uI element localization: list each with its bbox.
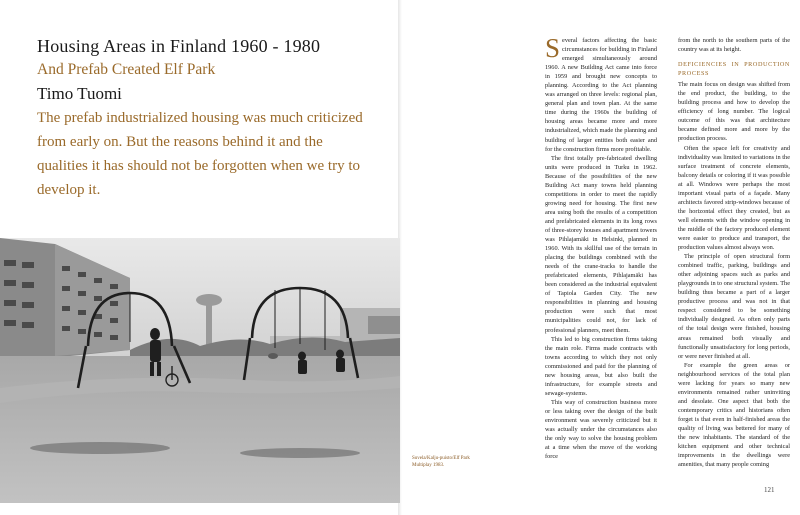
playground-photo <box>0 238 400 503</box>
article-author: Timo Tuomi <box>37 84 122 103</box>
page-number: 121 <box>764 486 775 494</box>
lead-paragraph: The prefab industrialized housing was much criticized from early on. But the reasons behind it and the qualities it has should not be forgotten when we try to develop it. <box>37 110 363 198</box>
body-column-1 <box>545 33 657 461</box>
body-paragraph: This way of construction business more or less taking over the design of the built environment was severely criticized but it was actually under the circumstances also the only way to solve the housing problem at a time when the move of the working force <box>545 398 657 461</box>
section-heading: DEFICIENCIES IN PRODUCTION PROCESS <box>678 61 790 78</box>
body-paragraph: For example the green areas or neighbourhood services of the total plan were lacking for years so many new environments remained rather uninviting and desolate. One aspect that both the contemporary critics and historians often forget is that even in half-finished areas the quality of living was bettered for many of the new inhabitants. The standard of the kitchen equipment and other technical improvements in the dwellings were amenities, that many people coming <box>678 361 790 469</box>
body-column-2 <box>678 36 790 469</box>
body-paragraph: Several factors affecting the basic circumstances for building in Finland emerged simultaneously around 1960. A new Building Act came into force in 1959 and brought new concepts to planning. According to the Act planning was arranged on three levels: regional plan, general plan and town plan. At the same time during the 1960s the building of housing areas became more and more industrialized, which made the planning and building of larger entities both easier and for the construction firms more profitable. <box>545 33 657 153</box>
body-paragraph: Often the space left for creativity and individuality was limited to variations in the surface treatment of concrete elements, balcony details or coloring if it was possible at all. Windows were perhaps the most important visual parts of a façade. Many architects favored strip-windows because of the horizontal effect they created, but as well elements with the window opening in the middle of the factory produced element were easier to produce and transport, the production values almost always won. <box>678 144 790 252</box>
article-subtitle: And Prefab Created Elf Park <box>37 61 216 78</box>
article-title: Housing Areas in Finland 1960 - 1980 <box>37 36 321 56</box>
body-paragraph: This led to big construction firms taking the main role. Firms made contracts with towns according to which they not only commissioned and paid for the planning of new housing areas, but also built the infrastructure, for example streets and sewage-systems. <box>545 335 657 397</box>
body-paragraph: The principle of open structural form combined traffic, parking, buildings and other adjoining spaces such as parks and playgrounds in to one structural system. The building thus became a part of a larger productive process and was not in that respect considered to be something individually designed. As often only parts of the total design were finished, housing areas remained both visually and functionally unsatisfactory for long periods, or were never finished at all. <box>678 253 790 360</box>
sandy-ground <box>0 356 400 503</box>
drop-cap: S <box>545 33 561 63</box>
body-paragraph: The main focus on design was shifted from the end product, the building, to the building process and how to develop the efficiency of long number. The logical outcome of this was that architecture became defined more and more by the production process. <box>678 81 790 143</box>
photo-caption: Suvela/Kalju-puisto/Elf Park Multiplay 1983. <box>412 456 470 468</box>
body-paragraph: The first totally pre-fabricated dwelling units were produced in Turku in 1962. Because of the possibilities of the new Building Act many towns held planning competitions in order to meet the rapidly growing need for housing. The first new area using both the results of a competition and prefabricated elements in its long rows of three-storey houses and apartment towers was Pihlajamäki in Helsinki, planned in 1960. With its skillful use of the terrain in placing the buildings combined with the needs of the crane-tracks to handle the prefabricated elements, Pihlajamäki has been considered as the industrial equivalent of Tapiola Garden City. The new responsibilities in planning and housing production were such that most municipalities could not, for lack of professional planners, meet them. <box>545 154 657 334</box>
body-paragraph: from the north to the southern parts of the country was at its height. <box>678 37 790 54</box>
